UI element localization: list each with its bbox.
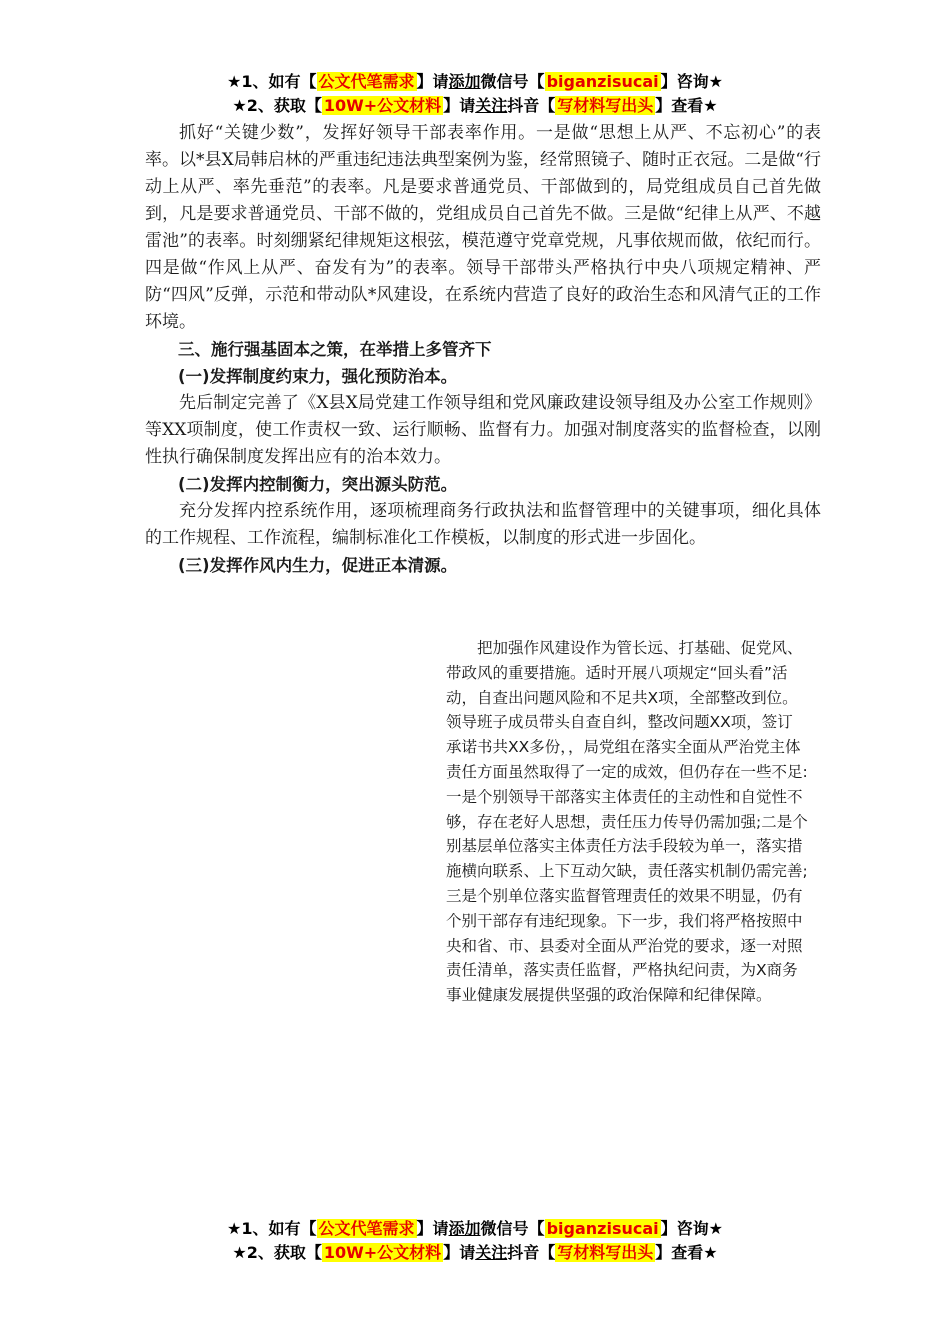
banner-text: ★1、如有【 — [227, 72, 317, 91]
banner-text: ★2、获取【 — [232, 1243, 322, 1262]
banner-line-1 — [0, 1217, 950, 1241]
banner-highlight: biganzisucai — [546, 72, 659, 91]
subsection-heading: (三)发挥作风内生力，促进正本清源。 — [178, 556, 458, 575]
banner-text: 抖音【 — [507, 96, 556, 115]
bottom-banner — [0, 1217, 950, 1265]
banner-line-2 — [0, 94, 950, 118]
top-banner — [0, 70, 950, 118]
banner-text: 】查看★ — [655, 96, 718, 115]
banner-text: 】请 — [416, 1219, 449, 1238]
document-body — [145, 120, 821, 579]
banner-text: 】查看★ — [655, 1243, 718, 1262]
banner-underlined: 添加 — [448, 1219, 481, 1238]
banner-highlight: 写材料写出头 — [557, 1243, 654, 1262]
banner-text: 微信号【 — [480, 1219, 545, 1238]
banner-text: 微信号【 — [480, 72, 545, 91]
banner-highlight: 写材料写出头 — [557, 96, 654, 115]
paragraph: 把加强作风建设作为管长远、打基础、促党风、带政风的重要措施。适时开展八项规定“回头看”活动，自查出问题风险和不足共X项，全部整改到位。领导班子成员带头自查自纠，整改问题XX项，签订承诺书共XX多份，，局党组在落实全面从严治党主体责任方面虽然取得了一定的成效，但仍存在一些不足:一是个别领导干部落实主体责任的主动性和自觉性不够，存在老好人思想，责任压力传导仍需加强;二是个别基层单位落实主体责任方法手段较为单一，落实措施横向联系、上下互动欠缺，责任落实机制仍需完善;三是个别单位落实监督管理责任的效果不明显，仍有个别干部存有违纪现象。下一步，我们将严格按照中央和省、市、县委对全面从严治党的要求，逐一对照责任清单，落实责任监督，严格执纪问责，为X商务事业健康发展提供坚强的政治保障和纪律保障。 — [446, 639, 808, 1005]
subsection-heading: (二)发挥内控制衡力，突出源头防范。 — [178, 475, 458, 494]
banner-text: ★2、获取【 — [232, 96, 322, 115]
banner-underlined: 添加 — [448, 72, 481, 91]
banner-highlight: biganzisucai — [546, 1219, 659, 1238]
banner-highlight: 公文代笔需求 — [318, 1219, 415, 1238]
banner-line-1 — [0, 70, 950, 94]
section-heading: 三、施行强基固本之策，在举措上多管齐下 — [178, 340, 492, 359]
banner-text: 】咨询★ — [660, 1219, 723, 1238]
banner-underlined: 关注 — [475, 1243, 508, 1262]
banner-text: 抖音【 — [507, 1243, 556, 1262]
banner-highlight: 公文代笔需求 — [318, 72, 415, 91]
banner-highlight: 10W+公文材料 — [323, 96, 442, 115]
banner-line-2 — [0, 1241, 950, 1265]
banner-highlight: 10W+公文材料 — [323, 1243, 442, 1262]
banner-text: 】请 — [416, 72, 449, 91]
banner-text: 】咨询★ — [660, 72, 723, 91]
subsection-heading: (一)发挥制度约束力，强化预防治本。 — [178, 367, 458, 386]
banner-text: 】请 — [443, 96, 476, 115]
paragraph: 先后制定完善了《X县X局党建工作领导组和党风廉政建设领导组及办公室工作规则》等XX项制度，使工作责权一致、运行顺畅、监督有力。加强对制度落实的监督检查，以刚性执行确保制度发挥出应有的治本效力。 — [145, 393, 821, 467]
banner-underlined: 关注 — [475, 96, 508, 115]
text-box — [446, 636, 808, 1008]
banner-text: 】请 — [443, 1243, 476, 1262]
banner-text: ★1、如有【 — [227, 1219, 317, 1238]
paragraph: 抓好“关键少数”，发挥好领导干部表率作用。一是做“思想上从严、不忘初心”的表率。以*县X局韩启林的严重违纪违法典型案例为鉴，经常照镜子、随时正衣冠。二是做“行动上从严、率先垂范”的表率。凡是要求普通党员、干部做到的，局党组成员自己首先做到，凡是要求普通党员、干部不做的，党组成员自己首先不做。三是做“纪律上从严、不越雷池”的表率。时刻绷紧纪律规矩这根弦，模范遵守党章党规，凡事依规而做，依纪而行。四是做“作风上从严、奋发有为”的表率。领导干部带头严格执行中央八项规定精神、严防“四风”反弹，示范和带动队*风建设，在系统内营造了良好的政治生态和风清气正的工作环境。 — [145, 123, 821, 332]
paragraph: 充分发挥内控系统作用，逐项梳理商务行政执法和监督管理中的关键事项，细化具体的工作规程、工作流程，编制标准化工作模板，以制度的形式进一步固化。 — [145, 501, 821, 548]
